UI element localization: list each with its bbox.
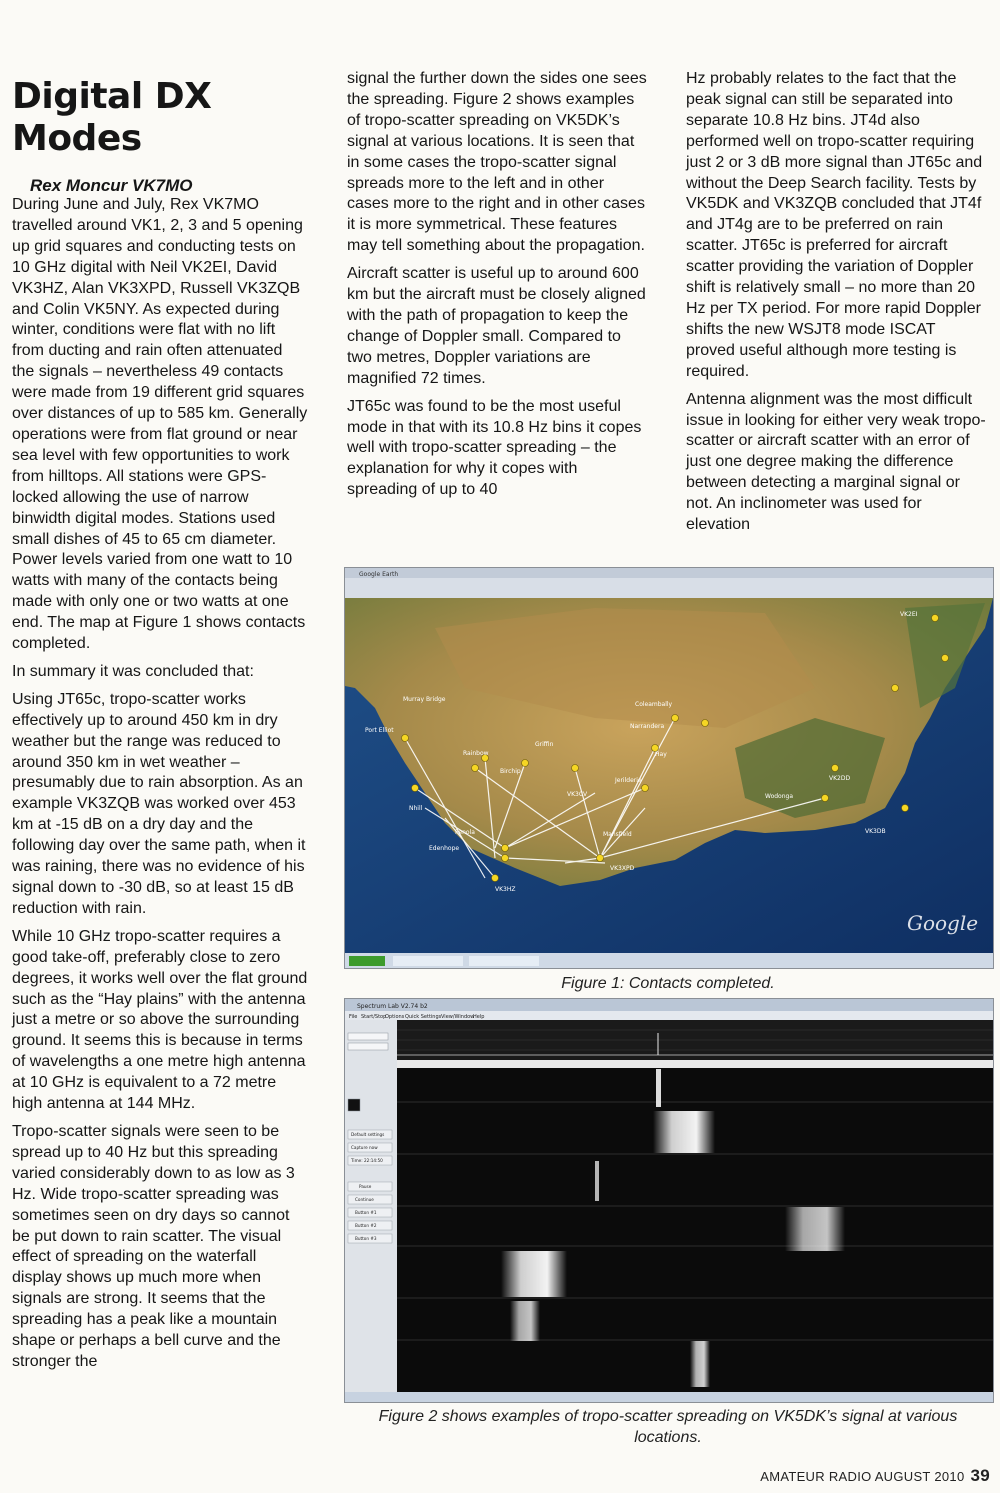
place-label: Coleambally <box>635 701 673 708</box>
place-label: VK3HZ <box>495 886 516 893</box>
place-label: VK3XPD <box>610 865 635 872</box>
place-label: VK2EI <box>900 611 918 618</box>
taskbar <box>345 1392 993 1402</box>
paragraph: Using JT65c, tropo-scatter works effectively up to around 450 km in dry weather but the range was reduced to around 350 km in wet weather – presumably due to rain absorption. As an example VK3ZQB was worked over 453 km at -15 dB on a dry day and the following day over the same path, when it was raining, there was no evidence of his signal down to -30 dB, so at least 15 dB reduction with rain. <box>12 690 306 917</box>
panel-button: Button #3 <box>355 1236 377 1241</box>
panel-button: Default settings <box>351 1132 385 1137</box>
paragraph: In summary it was concluded that: <box>12 662 254 680</box>
place-label: Nhill <box>409 805 423 812</box>
control-panel <box>345 1020 397 1392</box>
place-label: VK2DD <box>829 775 851 782</box>
page-footer <box>760 1466 990 1486</box>
figure-2-caption: Figure 2 shows examples of tropo-scatter spreading on VK5DK’s signal at various locations. <box>378 1408 958 1446</box>
place-label: Rainbow <box>463 750 489 757</box>
column-2 <box>347 69 649 508</box>
place-label: Penola <box>455 829 475 836</box>
magazine-name: AMATEUR RADIO AUGUST 2010 <box>760 1469 965 1484</box>
panel-readout: Time: 22:14:50 <box>351 1158 383 1163</box>
menu-item: Help <box>473 1014 485 1020</box>
menu-item: Quick Settings <box>405 1014 442 1020</box>
paragraph: signal the further down the sides one sees the spreading. Figure 2 shows examples of tropo-scatter spreading on VK5DK’s signal at various locations. It is seen that in some cases the tropo-scatter signal spreads more to the left and in other cases more to the right and in other cases it is more symmetrical. These features may tell something about the propagation. <box>347 70 647 255</box>
paragraph: Antenna alignment was the most difficult issue in looking for either very weak tropo-scatter or aircraft scatter with an error of just one degree making the difference between detecting a marginal signal or not. An inclinometer was used for elevation <box>686 390 986 534</box>
menu-item: Start/Stop <box>361 1014 387 1020</box>
app-title: Spectrum Lab V2.74 b2 <box>357 1003 428 1010</box>
paragraph: Tropo-scatter signals were seen to be spread up to 40 Hz but this spreading varied considerably down to as low as 3 Hz. Wide tropo-scatter spreading was sometimes seen on dry days so cannot be put down to rain scatter. The visual effect of spreading on the waterfall display shows up much more when signals are strong. It seems that the spreading has a peak like a mountain shape or perhaps a bell curve and the stronger the <box>12 1122 295 1370</box>
place-label: VK3CV <box>567 791 588 798</box>
paragraph: Hz probably relates to the fact that the peak signal can still be separated into separate 10.8 Hz bins. JT4d also performed well on tropo-scatter requiring just 2 or 3 dB more signal than JT65c and without the Deep Search facility. Tests by VK5DK and VK3ZQB concluded that JT4f and JT4g are to be preferred on rain scatter. JT65c is preferred for aircraft scatter providing the variation of Doppler shift is relatively small – no more than 20 Hz per TX period. For more rapid Doppler shifts the new WSJT8 mode ISCAT proved useful although more testing is required. <box>686 70 983 380</box>
figure-2-waterfall-screenshot <box>344 998 994 1403</box>
place-label: Wodonga <box>765 793 794 800</box>
panel-button: Button #1 <box>355 1210 377 1215</box>
place-label: Edenhope <box>429 845 460 852</box>
article-title <box>12 76 322 160</box>
article-author: Rex Moncur VK7MO <box>30 176 193 195</box>
figure-1-map-screenshot <box>344 567 994 969</box>
waterfall-svg <box>345 999 993 1402</box>
app-title: Google Earth <box>359 571 399 578</box>
place-label: Narrandera <box>630 723 665 730</box>
figure-1-caption: Figure 1: Contacts completed. <box>561 975 775 992</box>
frequency-scale <box>397 1060 993 1068</box>
panel-button: Button #2 <box>355 1223 377 1228</box>
paragraph: While 10 GHz tropo-scatter requires a good take-off, preferably close to zero degrees, it works well over the flat ground such as the “Hay plains” with the antenna just a metre or so above the surrounding ground. It seems this is because in terms of wavelengths a one metre high antenna at 10 GHz is equivalent to a 72 metre high antenna at 144 MHz. <box>12 927 308 1113</box>
panel-button: Continue <box>355 1197 374 1202</box>
paragraph: During June and July, Rex VK7MO travelled around VK1, 2, 3 and 5 opening up grid squares and conducting tests on 10 GHz digital with Neil VK2EI, David VK3HZ, Alan VK3XPD, Russell VK3ZQB and Colin VK5NY. As expected during winter, conditions were flat with no lift from ducting and rain often attenuated the signals – nevertheless 49 contacts were made from 19 different grid squares over distances of up to 585 km. Generally operations were from flat ground or near sea level with few opportunities to work from hilltops. All stations were GPS-locked allowing the use of narrow binwidth digital modes. Stations used small dishes of 45 to 65 cm diameter. Power levels varied from one watt to 10 watts with many of the contacts being made with only one or two watts at one end. The map at Figure 1 shows contacts completed. <box>12 196 308 653</box>
window-titlebar <box>345 999 993 1011</box>
menu-item: File <box>349 1014 358 1020</box>
menu-item: View/Window <box>441 1014 475 1020</box>
page-number: 39 <box>970 1466 990 1485</box>
place-label: Birchip <box>500 768 521 775</box>
paragraph: Aircraft scatter is useful up to around 600 km but the aircraft must be closely aligned with the path of propagation to keep the change of Doppler small. Compared to two metres, Doppler variations are magnified 72 times. <box>347 265 646 387</box>
place-label: Mansfield <box>603 831 632 838</box>
title-line-2: Modes <box>12 118 142 159</box>
panel-button: Capture now <box>351 1145 378 1150</box>
title-line-1: Digital DX <box>12 76 212 117</box>
place-label: Port Elliot <box>365 727 394 734</box>
map-watermark: Google <box>907 911 979 935</box>
paragraph: JT65c was found to be the most useful mode in that with its 10.8 Hz bins it copes well with tropo-scatter spreading – the explanation for why it copes with spreading of up to 40 <box>347 397 642 499</box>
panel-button: Pause <box>359 1184 372 1189</box>
place-label: Murray Bridge <box>403 696 446 703</box>
place-label: Hay <box>655 751 667 758</box>
place-label: Jerilderie <box>615 777 642 784</box>
menu-item: Options <box>385 1014 405 1020</box>
map-svg <box>345 568 993 968</box>
place-label: VK3DB <box>865 828 886 835</box>
column-1 <box>12 195 308 1380</box>
place-label: Griffin <box>535 741 554 748</box>
column-3 <box>686 69 986 543</box>
